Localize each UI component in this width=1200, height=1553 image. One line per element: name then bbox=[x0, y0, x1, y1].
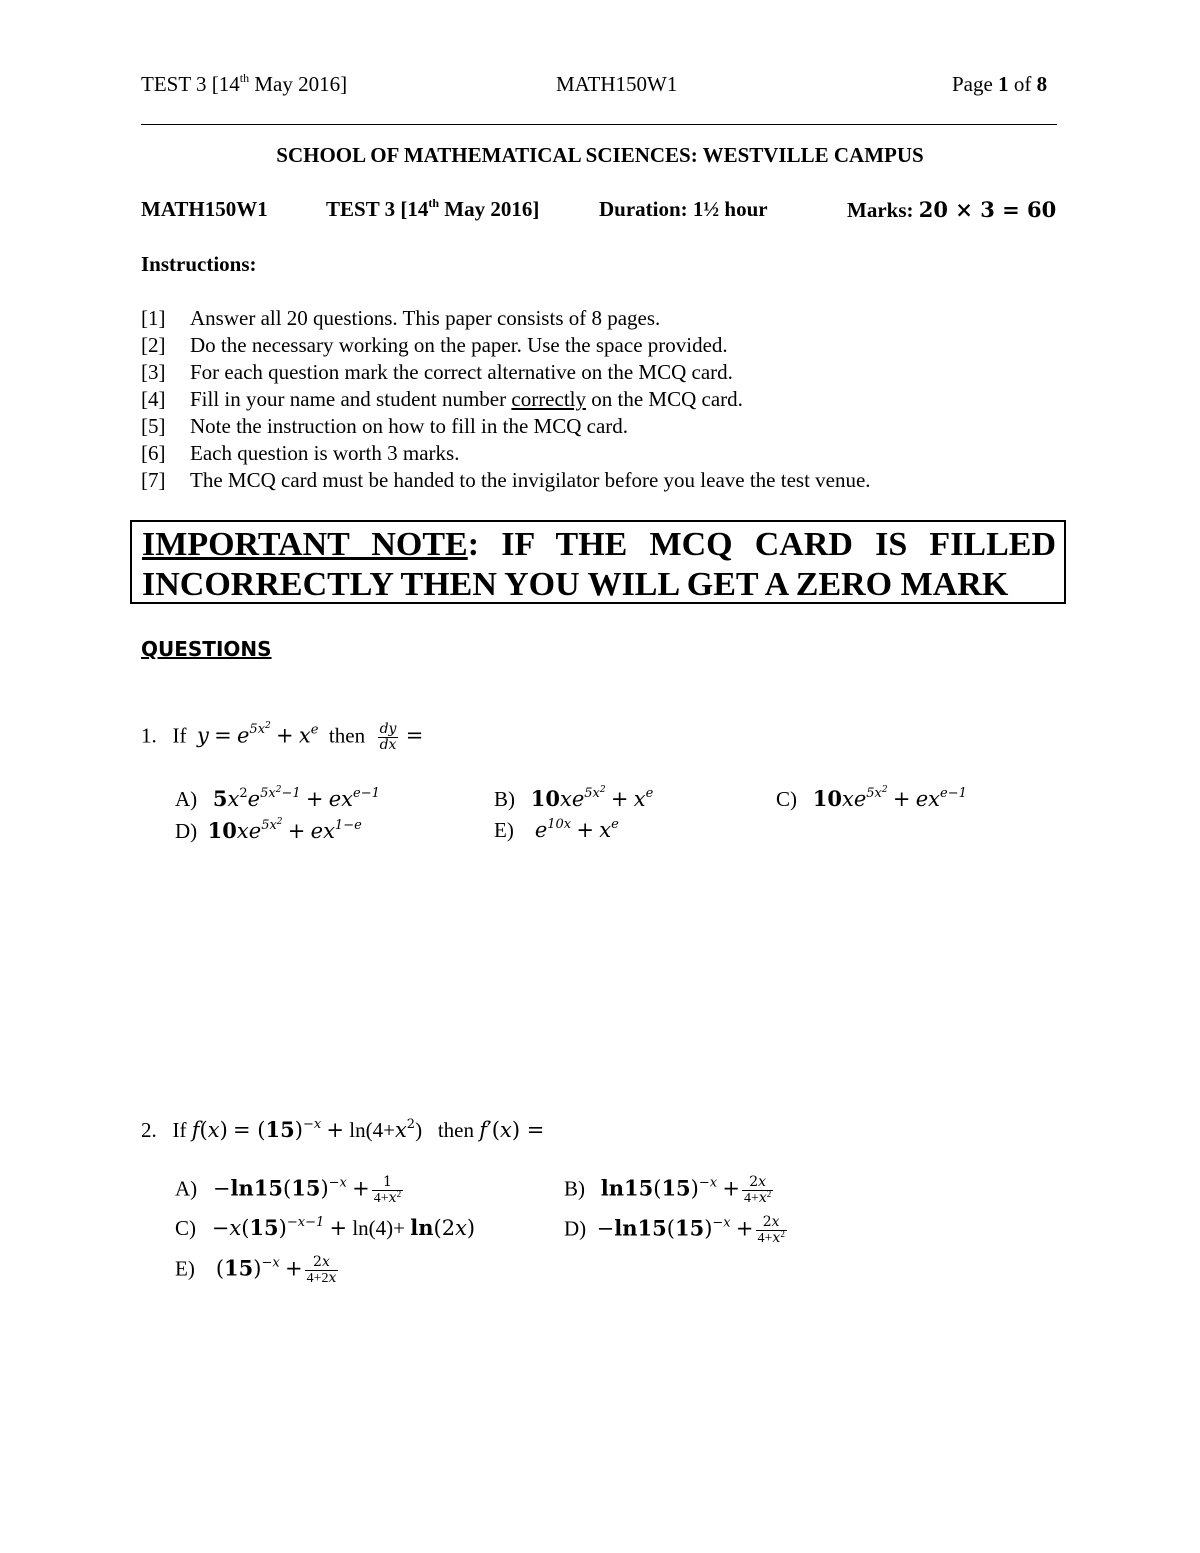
header-test-date: TEST 3 [14th May 2016] bbox=[141, 71, 348, 96]
important-note-box bbox=[130, 520, 1066, 604]
header-rule bbox=[141, 124, 1057, 125]
question-1-option-c[interactable]: C) $10xe^{5x^2} + ex^{e-1}$ bbox=[776, 785, 967, 811]
instruction-item: [2] Do the necessary working on the paper. Use the space provided. bbox=[141, 333, 728, 357]
question-1-option-a[interactable]: A) $5x^2e^{5x^2-1} + ex^{e-1}$ bbox=[175, 785, 380, 811]
question-2-option-c[interactable]: $C) -x(15)^{-x-1} + \ln(4)+ \ln(2x)$ bbox=[175, 1215, 476, 1240]
question-1-option-e[interactable]: E) $e^{10x} + x^e$ bbox=[494, 817, 619, 842]
question-2-option-e[interactable]: E) $(15)^{-x}$ + $\frac{2x}{4+2x}$ bbox=[175, 1254, 337, 1286]
instruction-item: [3] For each question mark the correct alternative on the MCQ card. bbox=[141, 360, 733, 384]
school-title: SCHOOL OF MATHEMATICAL SCIENCES: WESTVILLE CAMPUS bbox=[276, 143, 924, 167]
question-1-option-b[interactable]: B) $10xe^{5x^2} + x^e$ bbox=[494, 785, 654, 811]
instruction-item: [5] Note the instruction on how to fill in the MCQ card. bbox=[141, 414, 629, 438]
question-2-option-b[interactable]: B) $\ln 15(15)^{-x}$ + $\frac{2x}{4+x^2}$ bbox=[564, 1174, 772, 1206]
question-2-option-d[interactable]: $D) -\ln 15(15)^{-x}$ + $\frac{2x}{4+x^2}$ bbox=[564, 1214, 785, 1246]
instructions-title: Instructions: bbox=[141, 252, 257, 276]
instruction-item: [4] Fill in your name and student number correctly on the MCQ card. bbox=[141, 387, 743, 411]
important-note-line-2: INCORRECTLY THEN YOU WILL GET A ZERO MARK bbox=[142, 566, 1009, 603]
meta-test: TEST 3 [14th May 2016] bbox=[326, 196, 540, 221]
meta-duration: Duration: 1½ hour bbox=[599, 197, 768, 221]
meta-course: MATH150W1 bbox=[141, 197, 268, 221]
question-2-option-a[interactable]: $A) -\ln 15(15)^{-x}$ + $\frac{1}{4+x^2}$ bbox=[175, 1174, 402, 1206]
instruction-item: [6] Each question is worth 3 marks. bbox=[141, 441, 460, 465]
instruction-item: [1] Answer all 20 questions. This paper consists of 8 pages. bbox=[141, 306, 661, 330]
questions-heading: QUESTIONS bbox=[141, 637, 272, 661]
header-course-code: MATH150W1 bbox=[556, 72, 678, 96]
header-page-number: Page 1 of 8 bbox=[952, 72, 1048, 96]
question-2-stem: 2. If $f(x) = (15)^{-x} + \ln(4+x^2)$ then f′(x) = bbox=[141, 1117, 545, 1142]
question-1-stem: 1. If $y = e^{5x^2} + x^e$ then $\frac{dy}{dx}$ = bbox=[141, 721, 424, 753]
meta-marks: Marks: 20 × 3 = 60 bbox=[847, 197, 1057, 222]
instruction-item: [7] The MCQ card must be handed to the invigilator before you leave the test venue. bbox=[141, 468, 871, 492]
question-1-option-d[interactable]: D) $10xe^{5x^2} + ex^{1-e}$ bbox=[175, 817, 362, 843]
important-note-line-1: IMPORTANT NOTE: IF THE MCQ CARD IS FILLED bbox=[142, 526, 1057, 563]
